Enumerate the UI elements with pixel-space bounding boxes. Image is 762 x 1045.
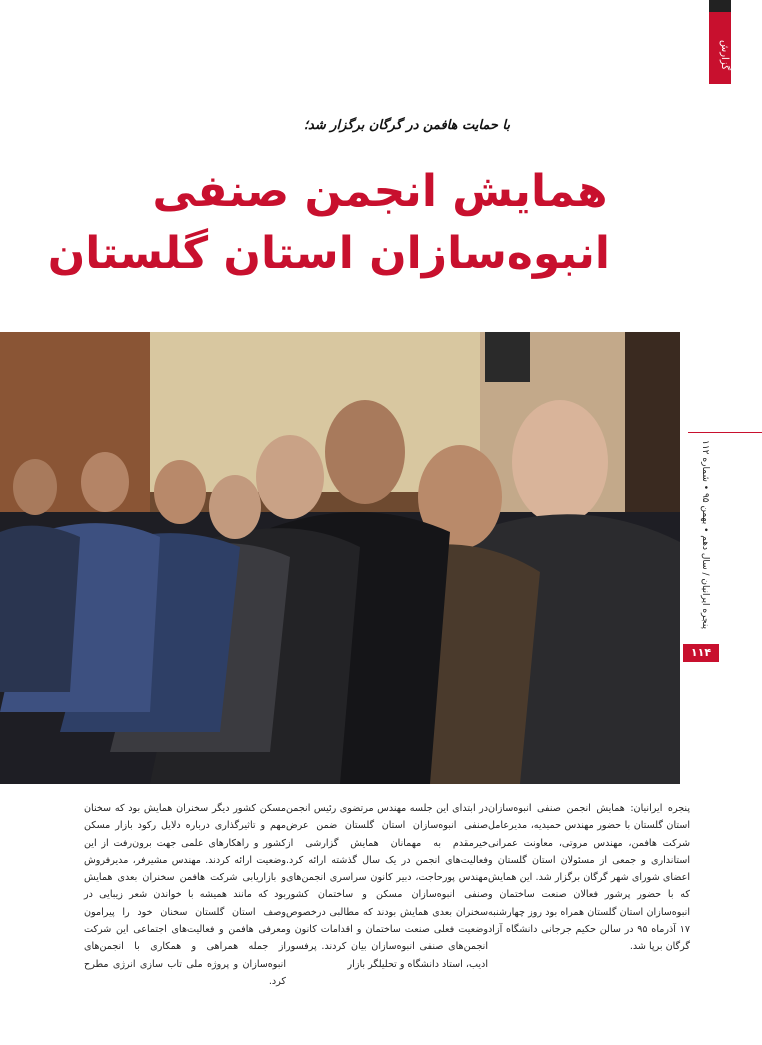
- article-title-line-2: انبوه‌سازان استان گلستان: [47, 228, 610, 279]
- article-column-2: در ابتدای این جلسه مهندس مرتضوی رئیس انجمن صنفی انبوه‌سازان استان گلستان ضمن عرض خیرمقدم به مهمانان همایش گزارشی از فعالیت‌های انجمن در یک سال گذشته ارائه کرد. مهندس پورحاجت، دبیر کانون سراسری انجمن‌های صنفی انبوه‌سازان مسکن و ساختمان کشور سخنران بعدی همایش بودند که مطالبی درخصوص وضعیت فعلی صنعت ساختمان و اقدامات کانون و انجمن‌های صنفی انبوه‌سازان بیان کردند. پرفسور ادیب، استاد دانشگاه و تحلیلگر بازار: [286, 803, 488, 970]
- article-title-line-1: همایش انجمن صنفی: [152, 166, 608, 217]
- section-tab-cap: [709, 0, 731, 12]
- article-column-3: مسکن کشور دیگر سخنران همایش بود که سخنان مهم و تاثیرگذاری درباره دلایل رکود بازار مسکن کشور و راهکارهای علمی جهت برون‌رفت از این وضعیت ارائه کردند. مهندس مشیرفر، مدیرفروش و بازاریابی شرکت هافمن سخنران بعدی همایش بود که مانند همیشه با خواندن شعر زیبایی در وصف استان گلستان سخنان خود را پیرامون معرفی هافمن و فعالیت‌های اجتماعی این شرکت از جمله همراهی و همکاری با انجمن‌های انبوه‌سازان و پروژه ملی تاب سازی انرژی مطرح کرد.: [84, 803, 286, 987]
- page-number: ۱۱۴: [683, 644, 719, 662]
- article-kicker: با حمایت هافمن در گرگان برگزار شد؛: [303, 118, 510, 133]
- article-column-1: پنجره ایرانیان: همایش انجمن صنفی انبوه‌سازان استان گلستان با حضور مهندس حمیدیه، مدیرعامل شرکت هافمن، مهندس مروتی، معاونت عمرانی استانداری و جمعی از مسئولان استان گلستان و اعضای شورای شهر گرگان برگزار شد. این همایش که با حضور پرشور فعالان صنعت ساختمان و انبوه‌سازان استان گلستان همراه بود روز چهارشنبه ۱۷ آذرماه ۹۵ در سالن حکیم جرجانی دانشگاه آزاد گرگان برپا شد.: [488, 803, 690, 953]
- conference-photo-illustration: [0, 332, 680, 784]
- issue-info: پنجره ایرانیان / سال دهم • بهمن ۹۵ • شماره ۱۱۲: [700, 440, 710, 630]
- section-label: گزارش: [719, 40, 730, 71]
- conference-photo: [0, 332, 680, 784]
